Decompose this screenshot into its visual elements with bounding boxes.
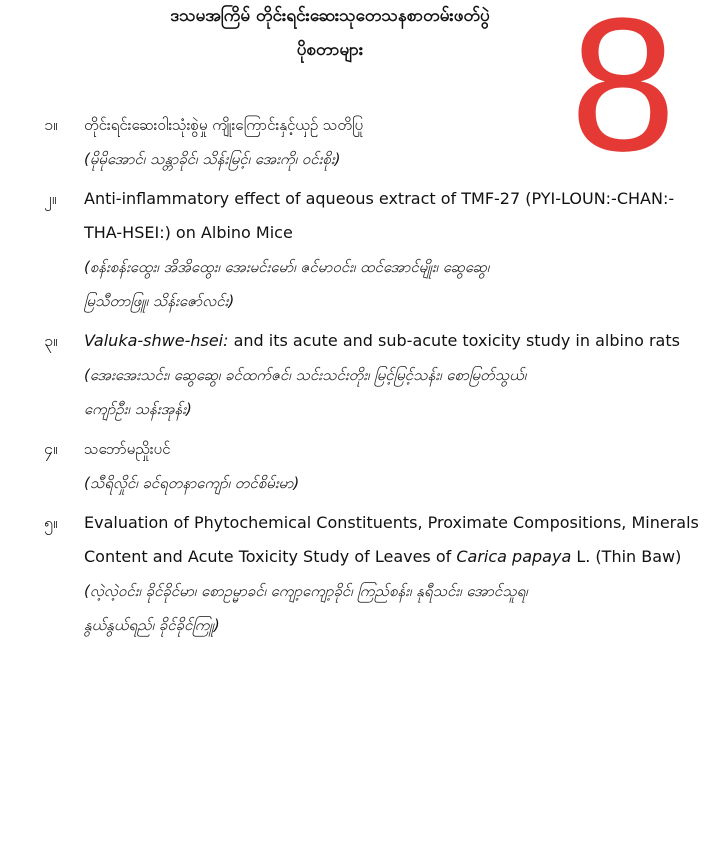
item-title — [84, 324, 704, 358]
item-authors: (မိုမိုအောင်၊ သန္တာခိုင်၊ သိန်းမြင့်၊ အေးကို၊ ဝင်းစိုး) — [84, 150, 341, 168]
item-title-rest: and its acute and sub-acute toxicity study in albino rats — [228, 331, 680, 350]
item-number: ၄။ — [44, 439, 58, 458]
item-number: ၁။ — [44, 115, 58, 134]
page-title: ဒသမအကြိမ် တိုင်းရင်းဆေးသုတေသနစာတမ်းဖတ်ပွဲ — [170, 6, 490, 26]
item-authors: (စန်းစန်းထွေး၊ အိအိထွေး၊ အေးမင်းမော်၊ ဇင်မာဝင်း၊ ထင်အောင်မျိုး၊ ဆွေဆွေ၊ — [84, 258, 490, 276]
item-authors: (သီရိလှိုင်၊ ခင်ရတနာကျော်၊ တင်စိမ်းမာ) — [84, 474, 300, 492]
item-authors: (လဲ့လဲ့ဝင်း၊ ခိုင်ခိုင်မာ၊ စောဥမ္မာခင်၊ ကျော့ကျော့ခိုင်၊ ကြည်စန်း၊ နုရီသင်း၊ အောင်သူရ၊ — [84, 582, 528, 600]
item-authors-cont: ကျော်ဦး၊ သန်းအုန်း) — [84, 400, 192, 418]
item-title-italic: Valuka-shwe-hsei: — [84, 331, 229, 350]
item-title-italic: Carica papaya — [456, 547, 572, 566]
item-title-pre: Content and Acute Toxicity Study of Leaves of — [84, 547, 457, 566]
item-title-post: L. (Thin Baw) — [571, 547, 682, 566]
list-item — [44, 324, 704, 426]
item-title-cont — [84, 540, 704, 574]
item-title: Anti-inflammatory effect of aqueous extract of TMF-27 (PYI-LOUN:-CHAN:- — [84, 189, 675, 208]
page-subtitle: ပိုစတာများ — [296, 40, 364, 60]
item-authors-cont: နွယ်နွယ်ရည်၊ ခိုင်ခိုင်ကြူ) — [84, 616, 220, 634]
list-item — [44, 506, 704, 642]
list-item — [44, 108, 704, 176]
item-title: တိုင်းရင်းဆေးဝါးသုံးစွဲမှု ကျိုးကြောင်းနှင့်ယှဉ် သတိပြု — [84, 116, 364, 134]
page-number-badge: 8 — [570, 0, 676, 191]
list-item — [44, 182, 704, 318]
item-number: ၅။ — [44, 513, 58, 532]
item-authors-cont: မြသီတာဖြူ၊ သိန်းဇော်လင်း) — [84, 292, 235, 310]
item-number: ၂။ — [44, 189, 57, 208]
list-item — [44, 432, 704, 500]
poster-list — [44, 108, 704, 642]
item-number: ၃။ — [44, 331, 58, 350]
item-title: Evaluation of Phytochemical Constituents, Proximate Compositions, Minerals — [84, 513, 699, 532]
item-title-cont: THA-HSEI:) on Albino Mice — [84, 223, 293, 242]
item-title: သဘော်မညှိုးပင် — [84, 440, 171, 458]
item-authors: (အေးအေးသင်း၊ ဆွေဆွေ၊ ခင်ထက်ဇင်၊ သင်းသင်းတိုး၊ မြင့်မြင့်သန်း၊ စောမြတ်သွယ်၊ — [84, 366, 527, 384]
